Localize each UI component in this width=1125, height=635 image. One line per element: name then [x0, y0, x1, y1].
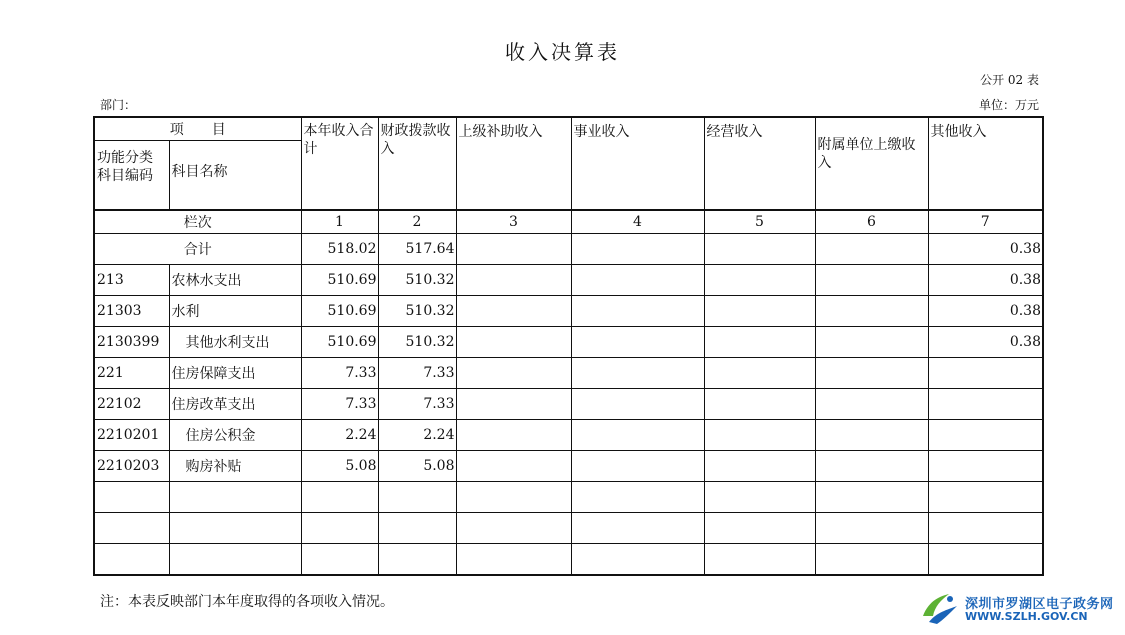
row-value: [815, 265, 928, 296]
total-value: 0.38: [928, 234, 1043, 265]
row-value: [704, 265, 815, 296]
row-value: [456, 296, 571, 327]
seq-num: 6: [815, 210, 928, 234]
total-value: [704, 234, 815, 265]
row-value: [456, 327, 571, 358]
table-row: [94, 420, 1043, 451]
row-value: [704, 482, 815, 513]
row-value: [815, 358, 928, 389]
row-name: 住房改革支出: [169, 389, 301, 420]
total-value: 517.64: [378, 234, 456, 265]
row-name: 住房公积金: [169, 420, 301, 451]
row-value: 7.33: [378, 389, 456, 420]
row-code: 2210203: [94, 451, 169, 482]
row-value: 0.38: [928, 296, 1043, 327]
watermark-name: 深圳市罗湖区电子政务网: [965, 597, 1114, 612]
row-value: [815, 544, 928, 576]
watermark-url: WWW.SZLH.GOV.CN: [965, 610, 1088, 623]
row-value: [704, 389, 815, 420]
seq-num: 4: [571, 210, 704, 234]
total-value: [571, 234, 704, 265]
szlh-logo-icon: [919, 590, 959, 626]
row-code: [94, 513, 169, 544]
row-value: [301, 482, 378, 513]
row-value: [704, 451, 815, 482]
row-value: [815, 420, 928, 451]
watermark-logo: [919, 590, 1119, 626]
row-value: [815, 296, 928, 327]
row-value: 0.38: [928, 327, 1043, 358]
row-name: 农林水支出: [169, 265, 301, 296]
row-value: 7.33: [301, 358, 378, 389]
row-value: [928, 482, 1043, 513]
row-value: 510.32: [378, 327, 456, 358]
row-name: 水利: [169, 296, 301, 327]
row-value: [456, 358, 571, 389]
row-value: [704, 513, 815, 544]
income-table: [93, 116, 1044, 576]
seq-num: 3: [456, 210, 571, 234]
row-value: [571, 420, 704, 451]
row-code: [94, 482, 169, 513]
row-value: [815, 389, 928, 420]
row-value: [456, 420, 571, 451]
row-name: [169, 482, 301, 513]
row-value: [378, 544, 456, 576]
footnote: 注：本表反映部门本年度取得的各项收入情况。: [100, 594, 394, 610]
row-value: 510.69: [301, 265, 378, 296]
row-value: [815, 513, 928, 544]
row-code: 22102: [94, 389, 169, 420]
department-label: 部门：: [100, 98, 137, 112]
unit-label: 单位：万元: [978, 98, 1039, 112]
row-value: [456, 389, 571, 420]
row-value: [928, 420, 1043, 451]
row-value: [378, 482, 456, 513]
table-row: [94, 513, 1043, 544]
header-subject-name: 科目名称: [169, 141, 301, 211]
row-value: [704, 296, 815, 327]
row-value: [704, 544, 815, 576]
row-value: [571, 358, 704, 389]
table-row: [94, 389, 1043, 420]
row-code: 21303: [94, 296, 169, 327]
row-value: [571, 513, 704, 544]
seq-row: [94, 210, 1043, 234]
page-title: 收入决算表: [505, 40, 620, 64]
row-value: [704, 420, 815, 451]
table-row: [94, 265, 1043, 296]
row-value: 510.69: [301, 327, 378, 358]
row-value: 2.24: [378, 420, 456, 451]
row-value: 510.32: [378, 296, 456, 327]
total-value: [456, 234, 571, 265]
row-value: [301, 544, 378, 576]
row-name: 其他水利支出: [169, 327, 301, 358]
row-value: [815, 451, 928, 482]
seq-num: 1: [301, 210, 378, 234]
row-value: 0.38: [928, 265, 1043, 296]
header-col-2: 财政拨款收入: [378, 117, 456, 210]
row-value: [378, 513, 456, 544]
row-value: [571, 482, 704, 513]
table-row: [94, 296, 1043, 327]
header-col-1: 本年收入合计: [301, 117, 378, 210]
total-value: [815, 234, 928, 265]
row-value: [928, 451, 1043, 482]
row-value: 510.32: [378, 265, 456, 296]
row-value: [456, 265, 571, 296]
row-code: 2210201: [94, 420, 169, 451]
table-row: [94, 482, 1043, 513]
table-row: [94, 327, 1043, 358]
row-value: [704, 327, 815, 358]
row-name: [169, 513, 301, 544]
seq-num: 2: [378, 210, 456, 234]
form-code: 公开 02 表: [980, 73, 1039, 87]
total-value: 518.02: [301, 234, 378, 265]
row-value: [928, 513, 1043, 544]
row-value: 5.08: [301, 451, 378, 482]
row-name: 购房补贴: [169, 451, 301, 482]
header-col-7: 其他收入: [928, 117, 1043, 210]
seq-num: 7: [928, 210, 1043, 234]
row-value: [928, 544, 1043, 576]
row-value: [815, 482, 928, 513]
row-value: 510.69: [301, 296, 378, 327]
row-value: [704, 358, 815, 389]
row-value: [571, 544, 704, 576]
row-value: 7.33: [378, 358, 456, 389]
row-value: [456, 544, 571, 576]
row-code: 213: [94, 265, 169, 296]
row-value: [456, 482, 571, 513]
row-value: [456, 513, 571, 544]
total-row: [94, 234, 1043, 265]
total-label: 合计: [94, 234, 301, 265]
seq-num: 5: [704, 210, 815, 234]
row-value: 2.24: [301, 420, 378, 451]
header-item: 项 目: [94, 117, 301, 141]
row-value: [571, 296, 704, 327]
row-value: [301, 513, 378, 544]
row-value: [928, 358, 1043, 389]
row-value: [571, 327, 704, 358]
row-name: [169, 544, 301, 576]
header-col-3: 上级补助收入: [456, 117, 571, 210]
header-col-5: 经营收入: [704, 117, 815, 210]
table-row: [94, 451, 1043, 482]
row-code: [94, 544, 169, 576]
header-func-code: 功能分类科目编码: [94, 141, 169, 211]
header-col-6: 附属单位上缴收入: [815, 117, 928, 210]
table-row: [94, 544, 1043, 576]
row-value: [928, 389, 1043, 420]
seq-label: 栏次: [94, 210, 301, 234]
row-value: 5.08: [378, 451, 456, 482]
row-code: 2130399: [94, 327, 169, 358]
row-value: [571, 389, 704, 420]
table-row: [94, 358, 1043, 389]
row-value: [456, 451, 571, 482]
row-value: 7.33: [301, 389, 378, 420]
row-code: 221: [94, 358, 169, 389]
row-value: [815, 327, 928, 358]
row-value: [571, 265, 704, 296]
header-col-4: 事业收入: [571, 117, 704, 210]
row-value: [571, 451, 704, 482]
row-name: 住房保障支出: [169, 358, 301, 389]
